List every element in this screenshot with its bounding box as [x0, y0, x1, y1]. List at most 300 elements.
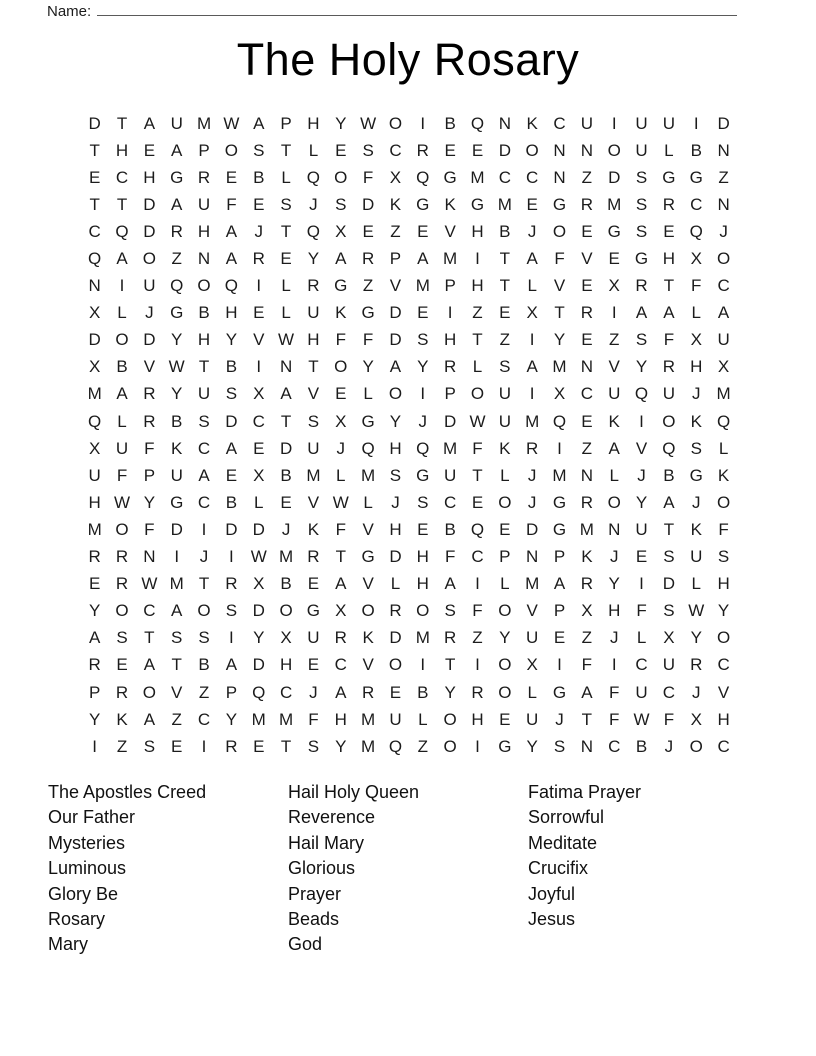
- grid-letter: Y: [225, 709, 238, 729]
- grid-letter: Q: [306, 221, 321, 241]
- grid-letter: H: [279, 655, 293, 675]
- grid-letter: E: [253, 438, 265, 458]
- grid-letter: C: [197, 709, 211, 729]
- grid-letter: O: [716, 628, 731, 648]
- grid-letter: H: [662, 249, 676, 269]
- grid-letter: O: [115, 519, 129, 539]
- grid-letter: W: [113, 492, 131, 512]
- grid-letter: U: [170, 465, 183, 485]
- grid-letter: I: [475, 655, 480, 675]
- grid-letter: Y: [89, 601, 101, 621]
- grid-letter: V: [307, 384, 320, 404]
- grid-letter: B: [663, 465, 675, 485]
- grid-letter: G: [634, 249, 649, 269]
- grid-letter: Q: [416, 438, 430, 458]
- grid-letter: T: [663, 519, 675, 539]
- grid-letter: R: [361, 249, 375, 269]
- grid-letter: J: [309, 682, 318, 702]
- grid-letter: C: [88, 221, 101, 241]
- word-list-column: [288, 780, 518, 958]
- grid-letter: E: [389, 682, 402, 702]
- grid-letter: Y: [307, 249, 320, 269]
- grid-letter: H: [197, 221, 211, 241]
- grid-letter: T: [472, 330, 483, 350]
- grid-letter: O: [498, 682, 512, 702]
- grid-letter: U: [307, 303, 320, 323]
- grid-letter: W: [633, 709, 650, 729]
- grid-letter: L: [527, 682, 537, 702]
- grid-letter: D: [389, 303, 402, 323]
- grid-letter: I: [529, 330, 535, 350]
- grid-letter: J: [527, 492, 537, 512]
- grid-letter: X: [253, 384, 265, 404]
- grid-letter: R: [307, 276, 320, 296]
- grid-letter: L: [527, 276, 537, 296]
- word-item: Prayer: [288, 883, 342, 904]
- grid-letter: L: [363, 384, 373, 404]
- grid-letter: G: [334, 276, 348, 296]
- grid-letter: Y: [635, 492, 648, 512]
- grid-letter: Z: [718, 167, 729, 187]
- grid-letter: F: [663, 709, 675, 729]
- grid-letter: E: [335, 140, 347, 160]
- grid-letter: H: [717, 709, 730, 729]
- grid-letter: X: [335, 221, 347, 241]
- grid-letter: S: [198, 628, 210, 648]
- grid-letter: R: [580, 194, 593, 214]
- grid-letter: C: [197, 438, 211, 458]
- grid-letter: H: [88, 492, 101, 512]
- grid-letter: B: [116, 357, 128, 377]
- grid-letter: J: [609, 547, 619, 567]
- grid-letter: S: [280, 194, 292, 214]
- grid-letter: C: [608, 736, 621, 756]
- grid-letter: R: [444, 628, 457, 648]
- grid-letter: O: [716, 492, 731, 512]
- grid-letter: U: [170, 113, 183, 133]
- grid-letter: P: [143, 465, 156, 485]
- grid-letter: G: [552, 682, 567, 702]
- grid-letter: A: [663, 492, 675, 512]
- grid-letter: S: [635, 167, 648, 187]
- grid-letter: X: [89, 357, 101, 377]
- grid-letter: V: [717, 682, 730, 702]
- grid-letter: U: [498, 384, 511, 404]
- grid-letter: Z: [581, 167, 593, 187]
- grid-letter: O: [716, 249, 731, 269]
- grid-letter: X: [89, 438, 101, 458]
- grid-letter: Y: [553, 330, 566, 350]
- grid-letter: G: [552, 194, 567, 214]
- grid-letter: S: [143, 736, 156, 756]
- grid-letter: T: [308, 357, 319, 377]
- grid-letter: R: [580, 492, 593, 512]
- grid-letter: E: [89, 574, 101, 594]
- grid-letter: U: [115, 438, 129, 458]
- grid-letter: Q: [115, 221, 129, 241]
- grid-letter: D: [252, 519, 265, 539]
- grid-letter: Q: [689, 221, 703, 241]
- grid-letter: K: [608, 411, 620, 431]
- grid-letter: M: [443, 438, 458, 458]
- grid-letter: E: [89, 167, 101, 187]
- grid-letter: H: [197, 330, 211, 350]
- grid-letter: A: [89, 628, 101, 648]
- grid-letter: I: [557, 438, 562, 458]
- grid-letter: F: [691, 276, 702, 296]
- grid-letter: A: [663, 303, 675, 323]
- grid-letter: D: [170, 519, 183, 539]
- grid-letter: W: [250, 547, 267, 567]
- grid-letter: S: [171, 628, 183, 648]
- word-item: Beads: [288, 909, 340, 930]
- grid-letter: Z: [390, 221, 401, 241]
- grid-letter: T: [89, 140, 100, 160]
- grid-letter: D: [608, 167, 621, 187]
- grid-letter: B: [280, 574, 292, 594]
- grid-letter: P: [198, 140, 210, 160]
- grid-letter: C: [662, 682, 676, 702]
- grid-letter: F: [362, 330, 374, 350]
- grid-letter: V: [362, 519, 374, 539]
- grid-letter: C: [334, 655, 347, 675]
- word-item: Hail Mary: [288, 832, 365, 853]
- grid-letter: E: [444, 140, 456, 160]
- grid-letter: A: [635, 303, 648, 323]
- grid-letter: R: [197, 167, 211, 187]
- grid-letter: U: [635, 140, 648, 160]
- grid-letter: T: [280, 221, 292, 241]
- grid-letter: G: [361, 411, 375, 431]
- grid-letter: U: [608, 384, 621, 404]
- grid-letter: G: [662, 167, 676, 187]
- grid-letter: U: [635, 519, 648, 539]
- grid-letter: G: [306, 601, 321, 621]
- grid-letter: S: [663, 547, 675, 567]
- grid-letter: O: [443, 709, 457, 729]
- grid-letter: Z: [472, 303, 483, 323]
- grid-letter: S: [335, 194, 347, 214]
- grid-letter: M: [361, 736, 376, 756]
- grid-letter: R: [170, 221, 183, 241]
- grid-letter: Q: [716, 411, 731, 431]
- grid-letter: P: [225, 682, 238, 702]
- grid-letter: R: [88, 655, 101, 675]
- grid-letter: K: [171, 438, 183, 458]
- grid-letter: S: [635, 330, 648, 350]
- grid-letter: P: [444, 384, 456, 404]
- grid-letter: D: [498, 140, 511, 160]
- grid-letter: M: [716, 384, 731, 404]
- grid-letter: Q: [470, 113, 485, 133]
- grid-letter: P: [89, 682, 101, 702]
- grid-letter: F: [581, 655, 593, 675]
- grid-letter: L: [472, 357, 483, 377]
- grid-letter: O: [334, 167, 348, 187]
- grid-letter: V: [444, 221, 456, 241]
- grid-letter: J: [691, 384, 701, 404]
- grid-letter: I: [92, 736, 98, 756]
- grid-letter: R: [115, 547, 129, 567]
- grid-letter: N: [580, 736, 593, 756]
- grid-letter: C: [471, 547, 484, 567]
- grid-letter: Y: [335, 736, 347, 756]
- grid-letter: F: [116, 465, 128, 485]
- grid-letter: Y: [362, 357, 374, 377]
- grid-letter: E: [417, 221, 429, 241]
- grid-letter: N: [553, 140, 566, 160]
- grid-letter: H: [307, 330, 320, 350]
- grid-letter: M: [470, 167, 485, 187]
- grid-letter: L: [281, 303, 291, 323]
- grid-letter: D: [389, 330, 402, 350]
- grid-letter: O: [498, 655, 512, 675]
- grid-letter: O: [388, 113, 403, 133]
- grid-letter: H: [690, 357, 703, 377]
- word-item: Joyful: [528, 883, 576, 904]
- grid-letter: Z: [581, 438, 593, 458]
- grid-letter: M: [169, 574, 184, 594]
- grid-letter: S: [198, 411, 210, 431]
- grid-letter: Y: [499, 628, 511, 648]
- grid-letter: L: [308, 140, 319, 160]
- grid-letter: Y: [253, 628, 265, 648]
- grid-letter: D: [662, 574, 676, 594]
- grid-letter: T: [554, 303, 565, 323]
- grid-letter: P: [499, 547, 511, 567]
- grid-letter: U: [307, 628, 320, 648]
- grid-letter: W: [168, 357, 185, 377]
- grid-letter: U: [580, 113, 593, 133]
- grid-letter: X: [581, 601, 593, 621]
- grid-letter: Y: [635, 357, 648, 377]
- grid-letter: O: [115, 601, 129, 621]
- grid-letter: X: [253, 574, 265, 594]
- grid-letter: B: [635, 736, 648, 756]
- grid-letter: Z: [472, 628, 483, 648]
- grid-letter: O: [142, 249, 156, 269]
- grid-letter: S: [253, 140, 265, 160]
- grid-letter: U: [498, 411, 511, 431]
- grid-letter: A: [335, 249, 347, 269]
- grid-letter: U: [526, 709, 539, 729]
- grid-letter: G: [170, 492, 184, 512]
- grid-letter: P: [389, 249, 402, 269]
- grid-letter: Q: [224, 276, 238, 296]
- word-list-column: [528, 780, 758, 932]
- grid-letter: M: [415, 276, 430, 296]
- word-item: Reverence: [288, 807, 376, 828]
- grid-letter: A: [608, 438, 620, 458]
- grid-letter: R: [143, 384, 156, 404]
- grid-letter: V: [362, 574, 374, 594]
- grid-letter: E: [499, 709, 511, 729]
- grid-letter: F: [144, 438, 155, 458]
- grid-letter: M: [87, 519, 102, 539]
- grid-letter: C: [635, 655, 648, 675]
- grid-letter: A: [335, 682, 347, 702]
- grid-letter: B: [444, 519, 456, 539]
- grid-letter: O: [607, 140, 621, 160]
- grid-letter: A: [389, 357, 402, 377]
- grid-letter: W: [223, 113, 240, 133]
- grid-letter: T: [89, 194, 100, 214]
- grid-letter: H: [389, 519, 402, 539]
- grid-letter: F: [663, 330, 675, 350]
- grid-letter: M: [278, 709, 294, 729]
- grid-letter: I: [229, 547, 234, 567]
- grid-letter: X: [608, 276, 620, 296]
- grid-letter: J: [719, 221, 728, 241]
- grid-letter: U: [690, 547, 703, 567]
- grid-letter: F: [609, 709, 620, 729]
- grid-letter: R: [662, 194, 676, 214]
- grid-letter: Z: [116, 736, 128, 756]
- grid-letter: R: [416, 140, 429, 160]
- grid-letter: E: [253, 194, 265, 214]
- grid-letter: C: [279, 682, 293, 702]
- grid-letter: T: [144, 628, 155, 648]
- grid-letter: L: [281, 276, 291, 296]
- grid-letter: F: [335, 519, 346, 539]
- grid-letter: R: [115, 682, 129, 702]
- grid-letter: A: [526, 249, 538, 269]
- grid-letter: F: [554, 249, 565, 269]
- grid-letter: E: [280, 249, 292, 269]
- grid-letter: D: [361, 194, 375, 214]
- grid-letter: G: [552, 519, 567, 539]
- grid-letter: Y: [608, 574, 620, 594]
- grid-letter: K: [362, 628, 374, 648]
- grid-letter: C: [526, 167, 539, 187]
- grid-letter: Y: [417, 357, 429, 377]
- grid-letter: H: [471, 709, 484, 729]
- grid-letter: G: [552, 492, 567, 512]
- word-item: Sorrowful: [528, 807, 605, 828]
- grid-letter: D: [88, 330, 101, 350]
- grid-letter: Q: [470, 519, 485, 539]
- grid-letter: L: [500, 465, 510, 485]
- grid-letter: T: [280, 736, 292, 756]
- grid-letter: O: [115, 330, 129, 350]
- grid-letter: W: [688, 601, 705, 621]
- name-label: Name:: [47, 3, 92, 20]
- name-blank-line[interactable]: [97, 1, 737, 16]
- grid-letter: Q: [88, 411, 102, 431]
- grid-letter: Z: [362, 276, 374, 296]
- grid-letter: L: [609, 465, 619, 485]
- grid-letter: O: [443, 736, 457, 756]
- grid-letter: Z: [499, 330, 511, 350]
- grid-letter: O: [361, 601, 375, 621]
- grid-letter: G: [607, 221, 621, 241]
- grid-letter: E: [253, 303, 265, 323]
- grid-letter: O: [498, 601, 512, 621]
- grid-letter: S: [417, 492, 429, 512]
- grid-letter: I: [119, 276, 125, 296]
- grid-letter: E: [280, 492, 292, 512]
- grid-letter: E: [581, 276, 593, 296]
- grid-letter: S: [690, 438, 702, 458]
- grid-letter: Y: [526, 736, 538, 756]
- word-item: Fatima Prayer: [528, 782, 642, 802]
- grid-letter: U: [662, 113, 676, 133]
- grid-letter: R: [361, 682, 375, 702]
- grid-letter: A: [171, 601, 183, 621]
- grid-letter: L: [500, 574, 510, 594]
- grid-letter: N: [717, 194, 730, 214]
- grid-letter: E: [635, 547, 648, 567]
- grid-letter: I: [611, 655, 617, 675]
- grid-letter: E: [471, 492, 484, 512]
- grid-letter: R: [115, 574, 129, 594]
- grid-letter: M: [552, 465, 567, 485]
- grid-letter: E: [362, 221, 374, 241]
- grid-letter: D: [717, 113, 730, 133]
- grid-letter: B: [417, 682, 429, 702]
- grid-letter: O: [552, 221, 567, 241]
- grid-letter: I: [475, 249, 480, 269]
- grid-letter: I: [639, 411, 644, 431]
- grid-letter: W: [141, 574, 158, 594]
- grid-letter: B: [499, 221, 511, 241]
- grid-letter: G: [443, 167, 457, 187]
- grid-letter: S: [225, 601, 238, 621]
- grid-letter: G: [361, 303, 375, 323]
- grid-letter: I: [557, 655, 562, 675]
- grid-letter: L: [390, 574, 401, 594]
- grid-letter: F: [226, 194, 237, 214]
- grid-letter: J: [254, 221, 263, 241]
- grid-letter: J: [145, 303, 154, 323]
- grid-letter: O: [607, 492, 621, 512]
- word-item: God: [288, 934, 323, 955]
- grid-letter: D: [88, 113, 101, 133]
- grid-letter: W: [278, 330, 295, 350]
- grid-letter: S: [362, 140, 374, 160]
- grid-letter: J: [555, 709, 564, 729]
- grid-letter: W: [360, 113, 377, 133]
- grid-letter: P: [444, 276, 456, 296]
- grid-letter: W: [469, 411, 486, 431]
- grid-letter: G: [416, 465, 430, 485]
- grid-letter: J: [527, 221, 537, 241]
- grid-letter: I: [420, 384, 426, 404]
- grid-letter: L: [117, 411, 127, 431]
- grid-letter: E: [581, 411, 593, 431]
- word-item: Crucifix: [528, 858, 589, 879]
- grid-letter: L: [336, 465, 346, 485]
- grid-letter: V: [253, 330, 265, 350]
- grid-letter: T: [280, 140, 292, 160]
- grid-letter: K: [717, 465, 730, 485]
- grid-letter: V: [171, 682, 183, 702]
- grid-letter: S: [663, 601, 675, 621]
- grid-letter: B: [280, 465, 292, 485]
- grid-letter: M: [607, 194, 622, 214]
- grid-letter: I: [420, 655, 426, 675]
- grid-letter: N: [279, 357, 293, 377]
- grid-letter: L: [363, 492, 373, 512]
- grid-letter: B: [690, 140, 702, 160]
- grid-letter: X: [526, 655, 538, 675]
- grid-letter: K: [335, 303, 347, 323]
- grid-letter: U: [444, 465, 457, 485]
- grid-letter: H: [307, 113, 320, 133]
- grid-letter: X: [335, 411, 347, 431]
- grid-letter: K: [690, 519, 702, 539]
- grid-letter: U: [307, 438, 320, 458]
